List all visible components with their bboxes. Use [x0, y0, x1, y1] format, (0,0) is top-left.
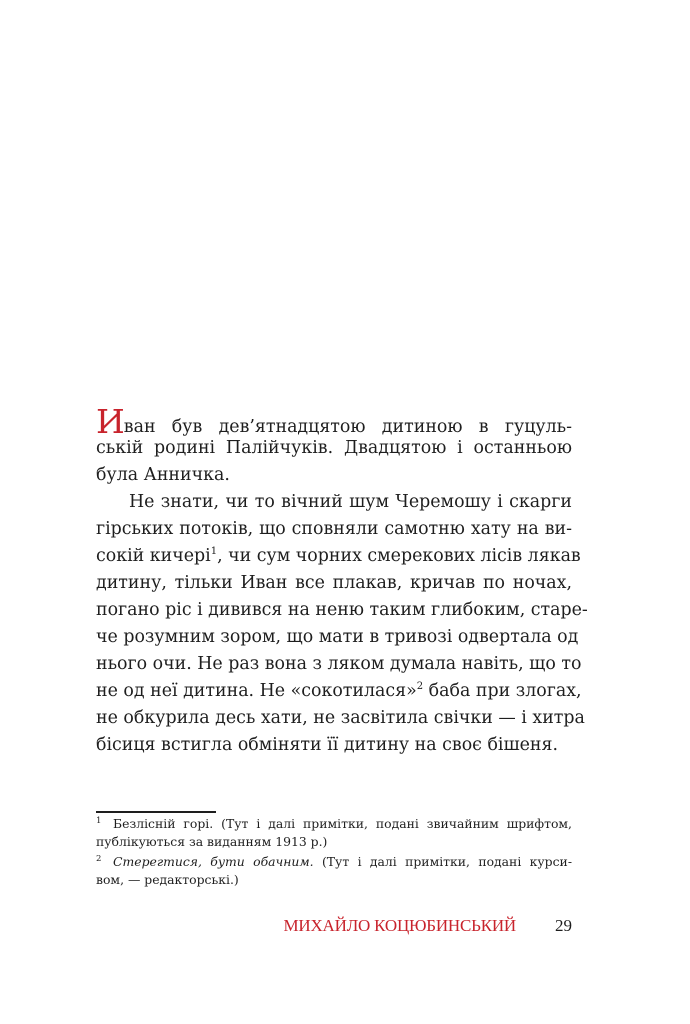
text-line-1: Иван був дев’ятнадцятою дитиною в гуцуль- [96, 402, 572, 441]
footnote-1-line-2: публікуються за виданням 1913 р.) [96, 834, 328, 849]
text-line-7: дитину, тільки Иван все плакав, кричав по ночах, [96, 573, 572, 593]
footnote-divider [96, 811, 216, 813]
text-line-2: ській родині Палійчуків. Двадцятою і останньою [96, 438, 572, 458]
footnote-1 [96, 815, 572, 851]
footnote-ref-1[interactable]: 1 [210, 546, 218, 557]
running-footer [96, 916, 572, 940]
page-number: 29 [555, 916, 572, 935]
text-line-10: нього очи. Не раз вона з ляком думала навіть, що то [96, 654, 582, 674]
text-line-4: Не знати, чи то вічний шум Черемошу і скарги [129, 492, 572, 512]
footnote-2 [96, 853, 572, 889]
text-line-5: гірських потоків, що сповняли самотню хату на ви- [96, 519, 572, 539]
footnote-2-line-2: вом, — редакторські.) [96, 872, 239, 887]
text-line-13: бісиця встигла обміняти її дитину на своє бішеня. [96, 735, 559, 755]
footnote-1-line-1: 1 Безлісній горі. (Тут і далі примітки, подані звичайним шрифтом, [96, 816, 572, 831]
text-line-3: була Анничка. [96, 465, 230, 485]
text-line-12: не обкурила десь хати, не засвітила свічки — і хитра [96, 708, 585, 728]
footnotes [96, 815, 572, 889]
drop-cap: И [96, 402, 124, 441]
footnote-2-line-1: 2 Стерегтися, бути обачним. (Тут і далі примітки, подані курси- [96, 854, 573, 869]
footer-author: МИХАЙЛО КОЦЮБИНСЬКИЙ [283, 916, 516, 935]
text-line-9: че розумним зором, що мати в тривозі одвертала од [96, 627, 579, 647]
main-text [96, 402, 588, 759]
text-line-11: не од неї дитина. Не «сокотилася»$^2$ баба при злогах, [96, 681, 582, 701]
text-line-8: погано ріс і дивився на неню таким глибоким, старе- [96, 600, 588, 620]
text-line-6: сокій кичері$^1$, чи сум чорних смерекових лісів лякав [96, 546, 581, 566]
footnote-ref-2[interactable]: 2 [416, 681, 424, 692]
